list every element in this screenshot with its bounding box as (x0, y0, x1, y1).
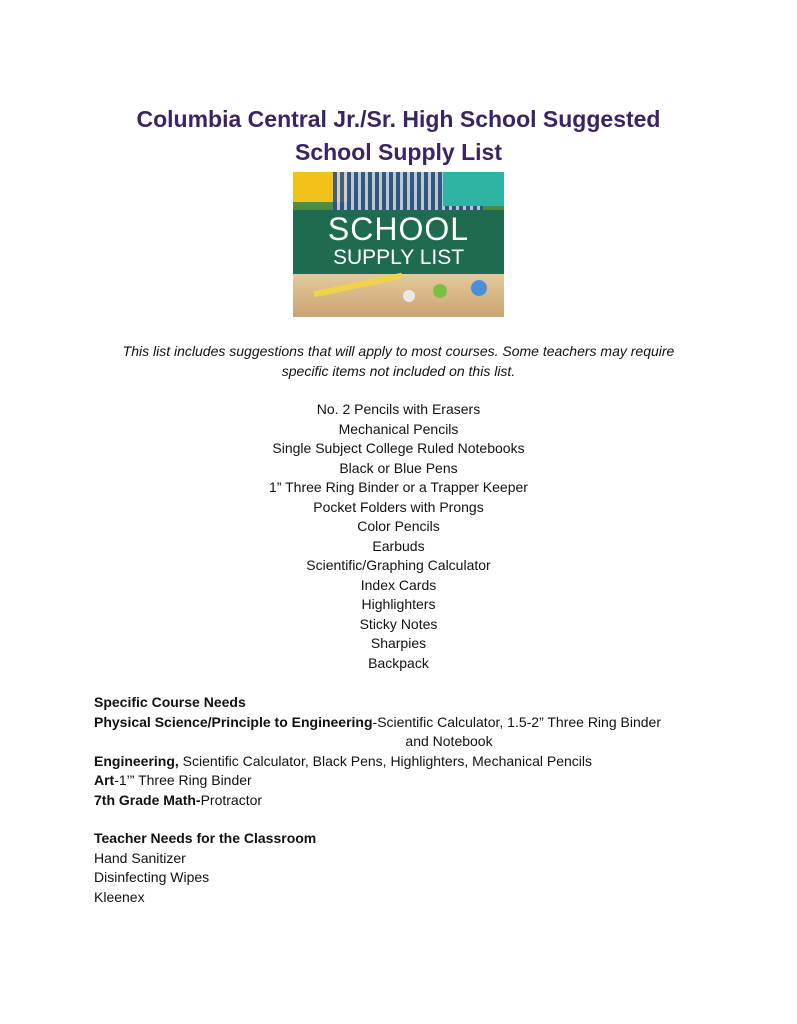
list-item: Color Pencils (357, 518, 440, 534)
page-title (0, 103, 797, 169)
banner-desk-surface (293, 274, 504, 317)
supply-list (0, 400, 797, 673)
course-label: Art (94, 772, 115, 788)
course-label: Physical Science/Principle to Engineering (94, 713, 373, 730)
binder-clip-icon (471, 280, 487, 296)
course-needs-section (94, 693, 714, 810)
course-need-art (94, 771, 714, 791)
course-label: Engineering, (94, 752, 179, 769)
list-item: Kleenex (94, 888, 145, 905)
banner-text-school: SCHOOL (327, 211, 470, 247)
list-item: Pocket Folders with Prongs (313, 498, 484, 515)
course-need-math (94, 791, 714, 811)
course-items: Scientific Calculator, Black Pens, Highlighters, Mechanical Pencils (178, 752, 592, 769)
list-item: Hand Sanitizer (94, 849, 186, 866)
teacher-needs-section (94, 829, 714, 907)
course-items: Protractor (200, 791, 263, 808)
banner-text-supply-list: SUPPLY LIST (332, 246, 465, 269)
list-item: Sharpies (370, 635, 427, 651)
pushpin-icon (433, 284, 447, 298)
list-item: No. 2 Pencils with Erasers (316, 401, 481, 417)
pushpin-icon (403, 290, 415, 302)
list-item: Index Cards (360, 576, 437, 593)
list-item: Highlighters (361, 596, 436, 612)
list-item: Black or Blue Pens (339, 459, 458, 476)
intro-line-2: specific items not included on this list. (281, 362, 516, 379)
course-label: 7th Grade Math- (94, 791, 201, 808)
course-items: -Scientific Calculator, 1.5-2” Three Ring Binder (372, 713, 661, 730)
intro-note (100, 342, 697, 381)
course-need-physical-science (94, 713, 714, 752)
course-items-continued: and Notebook (405, 733, 493, 749)
course-need-engineering (94, 752, 714, 772)
list-item: Scientific/Graphing Calculator (306, 557, 491, 573)
list-item: Mechanical Pencils (338, 420, 459, 437)
banner-teal-notebook (443, 172, 504, 206)
list-item: Single Subject College Ruled Notebooks (272, 440, 525, 456)
school-supply-banner-image (293, 172, 504, 317)
title-line-2: School Supply List (294, 139, 502, 165)
course-needs-heading: Specific Course Needs (94, 694, 246, 710)
title-line-1: Columbia Central Jr./Sr. High School Suggested (136, 106, 661, 132)
teacher-needs-heading: Teacher Needs for the Classroom (94, 830, 317, 846)
course-items: -1’” Three Ring Binder (114, 772, 252, 788)
list-item: 1” Three Ring Binder or a Trapper Keeper (269, 479, 528, 495)
list-item: Earbuds (372, 537, 425, 554)
list-item: Backpack (368, 654, 429, 671)
list-item: Sticky Notes (359, 615, 438, 632)
list-item: Disinfecting Wipes (94, 869, 210, 885)
intro-line-1: This list includes suggestions that will apply to most courses. Some teachers may require (122, 343, 675, 359)
